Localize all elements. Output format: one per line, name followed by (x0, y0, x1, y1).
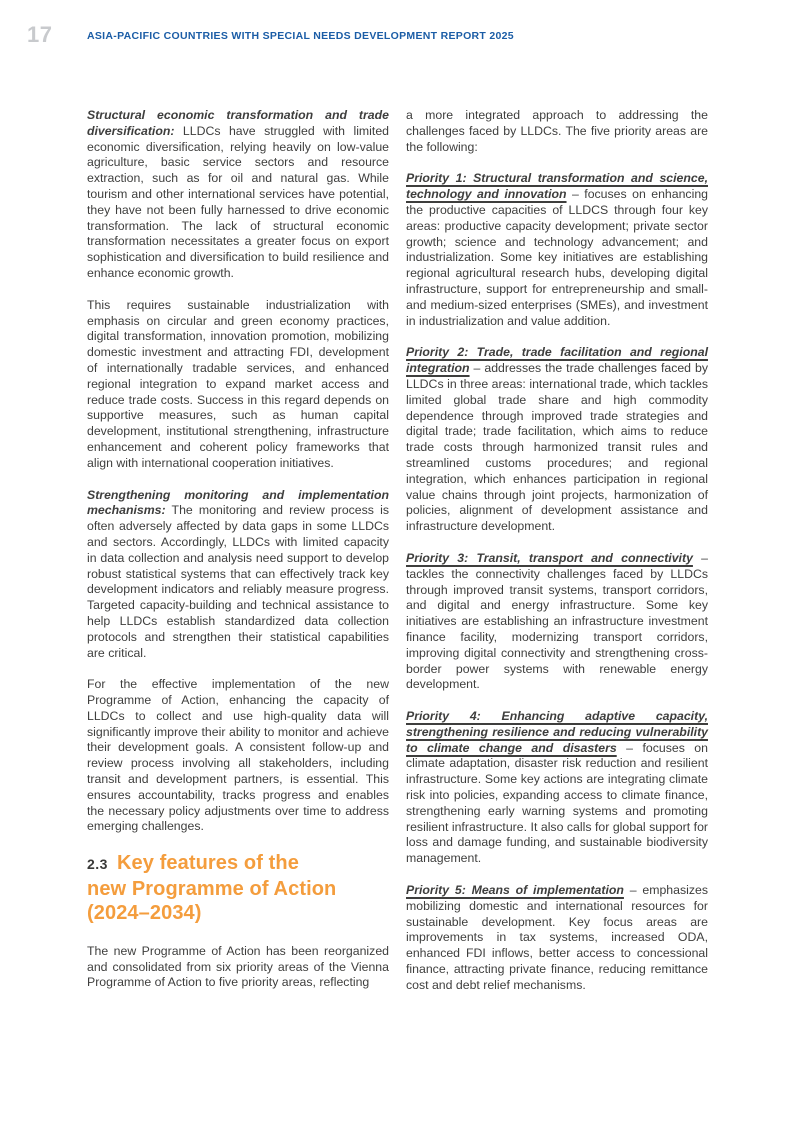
priority-3-body: – tackles the connectivity challenges faced by LLDCs through improved transit systems, transport corridors, and digital and energy infrastructure. Some key initiatives are establishing an infrastructure investment finance facility, modernizing transport corridors, improving digital connectivity and strengthening cross-border power systems with renewable energy development. (406, 550, 708, 692)
section-title-line1: Key features of the (116, 852, 299, 875)
paragraph-effective-implementation: For the effective implementation of the new Programme of Action, enhancing the capacity of LLDCs to collect and use high-quality data will significantly improve their ability to monitor and achieve their development goals. A consistent follow-up and review process involving all stakeholders, including transit and development partners, is essential. This ensures accountability, tracks progress and enables the necessary policy adjustments over time to address emerging challenges. (87, 677, 389, 834)
paragraph-priority-1 (406, 171, 708, 329)
priority-2-lead: Priority 2: Trade, trade facilitation and regional integration (406, 345, 708, 376)
priority-5-lead: Priority 5: Means of implementation (406, 883, 624, 898)
priority-5-body: – emphasizes mobilizing domestic and international resources for sustainable development. Key focus areas are improvements in tax systems, increased ODA, enhanced FDI inflows, better access to concessional finance, attracting private finance, reducing remittance cost and debt relief mechanisms. (406, 883, 708, 992)
priority-3-lead: Priority 3: Transit, transport and connectivity (406, 550, 693, 565)
page-number: 17 (27, 22, 53, 47)
report-title: ASIA-PACIFIC COUNTRIES WITH SPECIAL NEEDS DEVELOPMENT REPORT 2025 (87, 30, 514, 42)
section-heading (87, 851, 389, 926)
paragraph-lead: Structural economic transformation and trade diversification: (87, 108, 389, 138)
priority-4-lead: Priority 4: Enhancing adaptive capacity, strengthening resilience and reducing vulnerability to climate change and disasters (406, 709, 708, 755)
paragraph-priority-5 (406, 883, 708, 994)
section-title-line2: new Programme of Action (87, 877, 337, 900)
page-content (87, 108, 708, 1010)
priority-4-body: – focuses on climate adaptation, disaster risk reduction and resilient infrastructure. Some key actions are integrating climate risk into policies, expanding access to climate finance, strengthening early warning systems and promoting resilient infrastructure. It also calls for global support for loss and damage funding, and sustainable biodiversity management. (406, 740, 708, 866)
paragraph-intro-continuation: a more integrated approach to addressing the challenges faced by LLDCs. The five priority areas are the following: (406, 108, 708, 154)
paragraph-sustainable-industrialization: This requires sustainable industrialization with emphasis on circular and green economy practices, digital transformation, innovation promotion, mobilizing domestic investment and attracting FDI, development of internationally tradable services, and enhanced regional integration to expand market access and reduce trade costs. Success in this regard depends on supportive measures, such as human capital development, institutional strengthening, infrastructure enhancement and coherent policy frameworks that align with international cooperation initiatives. (87, 297, 389, 470)
paragraph-monitoring-mechanisms (87, 488, 389, 662)
priority-1-body: – focuses on enhancing the productive capacities of LLDCS through four key areas: productive capacity development; private sector growth; science and technology advancement; and industrialization. Some key initiatives are establishing regional agricultural research hubs, developing digital infrastructure, support for entrepreneurship and small- and medium-sized enterprises (SMEs), and investment in industrialization and value addition. (406, 187, 708, 328)
paragraph-priority-3 (406, 551, 708, 693)
paragraph-lead: Strengthening monitoring and implementation mechanisms: (87, 487, 389, 518)
section-number: 2.3 (87, 856, 108, 873)
paragraph-body: The monitoring and review process is often adversely affected by data gaps in some LLDCs and sectors. Accordingly, LLDCs with limited capacity in data collection and analysis need support to develop robust statistical systems that can effectively track key development indicators and reliably measure progress. Targeted capacity-building and technical assistance to help LLDCs establish standardized data collection protocols and strengthen their statistical capabilities are critical. (87, 503, 389, 660)
paragraph-body: LLDCs have struggled with limited economic diversification, relying heavily on low-value agriculture, basic service sectors and resource extraction, such as for oil and natural gas. While tourism and other international services have potential, they have not been fully harnessed to drive economic transformation. The lack of structural economic transformation necessitates a greater focus on export sophistication and diversification to build resilience and enhance economic growth. (87, 123, 389, 280)
paragraph-new-programme-intro: The new Programme of Action has been reorganized and consolidated from six priority areas of the Vienna Programme of Action to five priority areas, reflecting (87, 943, 389, 990)
right-column (406, 108, 708, 1010)
priority-1-lead: Priority 1: Structural transformation and science, technology and innovation (406, 171, 708, 202)
priority-2-body: – addresses the trade challenges faced by LLDCs in three areas: international trade, which tackles limited global trade share and high commodity dependence through improved trade strategies and digital trade; trade facilitation, which aims to reduce trade costs through harmonized transit rules and streamlined customs procedures; and regional integration, which enhances participation in regional value chains through joint projects, harmonization of policies, alignment of development assistance and infrastructure development. (406, 361, 708, 534)
paragraph-priority-4 (406, 709, 708, 867)
paragraph-structural-transformation (87, 108, 389, 282)
left-column (87, 108, 389, 1010)
paragraph-priority-2 (406, 345, 708, 535)
section-title-line3: (2024–2034) (87, 902, 202, 925)
